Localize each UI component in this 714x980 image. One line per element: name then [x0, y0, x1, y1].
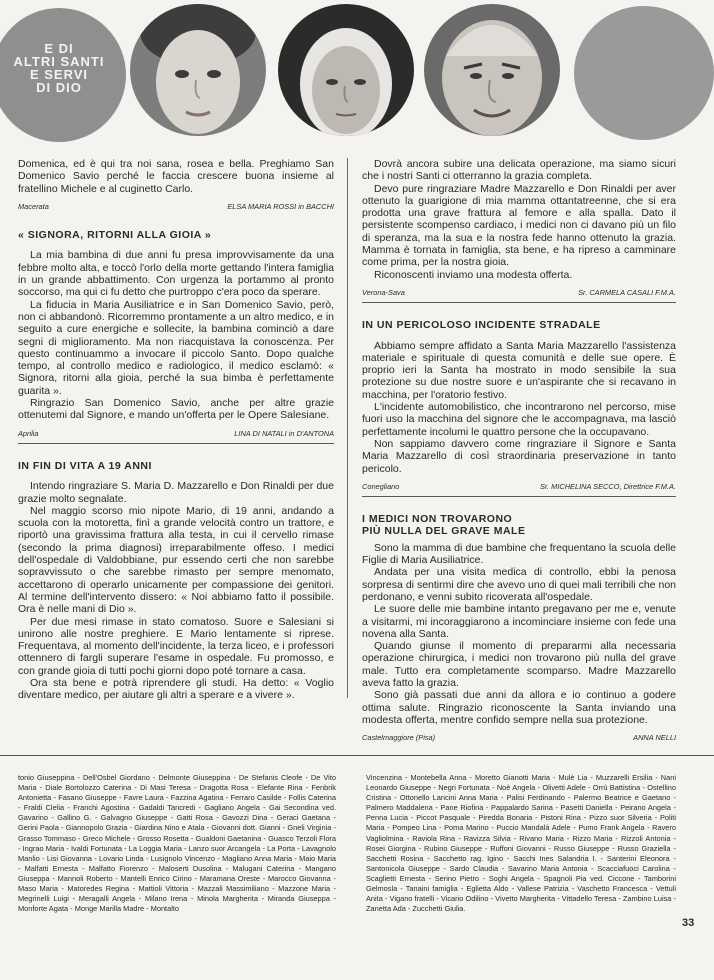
- divider: [18, 443, 334, 444]
- article-paragraph: La mia bambina di due anni fu presa improvvisamente da una febbre molto alta, e toccò l'orlo della morte gettando l'intera famiglia in un grande abbattimento. Con urgenza la portammo al pronto soccorso, ma qui ci fu detto che purtroppo c'era poco da sperare.: [18, 249, 334, 299]
- article-paragraph: Quando giunse il momento di prepararmi alla necessaria operazione chirurgica, i medici non trovarono più nulla del grave male. Tutto era completamente scomparso. Madre Mazzarello aveva fatto la grazia.: [362, 640, 676, 689]
- article-heading: IN FIN DI VITA A 19 ANNI: [18, 459, 152, 472]
- intro-paragraph: Riconoscenti inviamo una modesta offerta.: [374, 268, 573, 281]
- signature-name: Sr. MICHELINA SECCO, Direttrice F.M.A.: [539, 481, 676, 491]
- divider: [362, 302, 676, 303]
- title-line: DI DIO: [36, 80, 82, 95]
- page-header: [0, 0, 714, 140]
- signature: [362, 732, 676, 744]
- portrait-boy-photo: [130, 4, 266, 136]
- signature: [18, 201, 334, 213]
- signature-name: LINA DI NATALI in D'ANTONA: [234, 428, 334, 438]
- article-paragraph: Non sappiamo davvero come ringraziare il Signore e Santa Maria Mazzarello di così straordinaria preservazione in tanto pericolo.: [362, 437, 676, 475]
- signature: [18, 428, 334, 440]
- signature-name: ELSA MARIA ROSSI in BACCHI: [227, 201, 334, 211]
- portrait-priest-photo: [424, 4, 560, 136]
- signature-name: ANNA NELLI: [633, 733, 676, 743]
- signature-place: Conegliano: [362, 481, 400, 491]
- column-divider: [347, 158, 348, 698]
- intro-paragraph: Dovrà ancora subire una delicata operazione, ma siamo sicuri che i nostri Santi ci otterranno la grazia completa.: [362, 158, 676, 183]
- article-paragraph: Sono già passati due anni da allora e io continuo a godere ottima salute. Ringrazio riconoscente la Santa inviando una modesta offerta, mentre confido sempre nella sua protezione.: [362, 689, 676, 726]
- article-heading: [362, 513, 676, 538]
- intro-paragraph: Devo pure ringraziare Madre Mazzarello e Don Rinaldi per aver ottenuto la guarigione di mia mamma ottantatreenne, che si era prodotta una grave frattura al femore e alla spalla. Dato il persistente scompenso cardiaco, i medici non ci davano più un filo di speranza, ma la sua e la nostra fede hanno ottenuto la grazia. Mamma è tornata in famiglia, sta bene, e ha ripreso a camminare come prima, per la nostra gioia.: [362, 182, 676, 269]
- article-heading: « SIGNORA, RITORNI ALLA GIOIA »: [18, 229, 212, 242]
- article-paragraph: La fiducia in Maria Ausiliatrice e in San Domenico Savio, però, non ci abbandonò. Ricorremmo prontamente a un altro medico, e in seguito a cure energiche e sollecite, la bambina cominciò a dare segni di miglioramento. Ma non riacquistava la conoscenza. Per questo continuammo a invocare il piccolo Santo. Dopo qualche tempo, al controllo medico e radiologico, il medico esclamò: « Signora, ritorni alla gioia, perché la sua bimba è perfettamente guarita ».: [18, 298, 334, 397]
- article-heading: IN UN PERICOLOSO INCIDENTE STRADALE: [362, 319, 601, 332]
- names-list-left: tonio Giuseppina - Dell'Osbel Giordano - Delmonte Giuseppina - De Stefanis Cleofe - De Vito Maria - Diale Bortolozzo Caterina - Di Masi Teresa - Dragotta Rosa - Elefante Rina - Fenbrik Antonietta - Fasano Giuseppe - Favre Laura - Fazzina Agatina - Ferraro Casilde - Follis Caterina - Fraldi Clelia - Franchi Agostina - Gadaldi Tancredi - Gagliano Angela - Gai Secondina ved. Gavarino - Gallino G. - Galvagno Giuseppe - Gatti Rosa - Gavozzi Dina - Geraci Gaetana - Gerini Paola - Giannopolo Grazia - Giardina Nino e Atala - Giovanni dott. Gianni - Gneli Virginia - Grasso Tommaso - Greco Michele - Grosso Rosetta - Gualdoni Gaetanina - Guasco Terzoli Flora - Ingrao Maria - Ivaldi Fortunata - La Loggia Maria - Lanzo suor Arcangela - La Porta - Lavagnolo Manlio - Lisi Giovanna - Lovario Linda - Lusignolo Vincenzo - Magliano Anna Maria - Maio Maria - Malfatti Ernesta - Malfatto Fiorenzo - Maloserti Dusolina - Malugani Caterina - Mangano Giuseppa - Mannoli Roberto - Mantelli Enrico Cirino - Maramana Oreste - Marocco Giovanna - Maso Maria - Matoredes Regina - Mattioli Vittoria - Mazzali Massimiliano - Mazzone Maria - Megrinelli Luigi - Meragalli Angela - Milano Irena - Minola Margherita - Miranda Giuseppa - Monforte Agata - Monge Marilla Madre - Montalto: [18, 773, 336, 914]
- signature: [362, 481, 676, 493]
- title-line: E DI: [44, 41, 74, 56]
- section-title-circle: [0, 8, 126, 142]
- article-paragraph: L'incidente automobilistico, che incontrarono nel percorso, mise fuori uso la macchina del signore che le accompagnava, ma lasciò perfettamente incolumi le quattro persone che la occupavano.: [362, 401, 676, 438]
- signature-name: Sr. CARMELA CASALI F.M.A.: [578, 287, 676, 297]
- article-paragraph: Ora sta bene e potrà riprendere gli studi. Ha detto: « Voglio diventare medico, per aiutare gli altri a sperare e a vivere ».: [18, 676, 334, 702]
- heading-line: I MEDICI NON TROVARONO: [362, 513, 513, 526]
- heading-line: PIÙ NULLA DEL GRAVE MALE: [362, 525, 526, 538]
- article-paragraph: Intendo ringraziare S. Maria D. Mazzarello e Don Rinaldi per due grazie molto segnalate.: [18, 480, 334, 505]
- signature-place: Aprilia: [18, 428, 39, 438]
- right-column: [362, 158, 676, 744]
- signature-place: Macerata: [18, 201, 49, 211]
- signature: [362, 287, 676, 299]
- title-line: ALTRI SANTI: [13, 54, 105, 69]
- left-column: [18, 158, 334, 702]
- signature-place: Verona-Sava: [362, 287, 405, 297]
- page-number: 33: [682, 917, 695, 929]
- article-paragraph: Andata per una visita medica di controllo, ebbi la penosa sorpresa di sentirmi dire che avevo uno di quei mali terribili che non perdonano, e venni subito ricoverata all'ospedale.: [362, 566, 676, 603]
- article-paragraph: Nel maggio scorso mio nipote Mario, di 19 anni, andando a scuola con la motoretta, finì a grande velocità contro un trattore, e riportò una gravissima frattura alla testa, in cui il cervello rimase (secondo la prima diagnosi) irreparabilmente offeso. I medici dell'ospedale di Valdobbiane, pur essendo certi che non sarebbe sopravvissuto o che sarebbe rimasto per sempre menomato, accettarono di operarlo unicamente per compassione dei genitori. Al termine dell'intervento dissero: « Noi abbiamo fatto il possibile. Ora è nelle mani di Dio ».: [18, 504, 334, 616]
- names-list-right: Vincenzina - Montebella Anna - Moretto Gianotti Maria - Mulè Lia - Muzzarelli Ersilia - Nani Leonardo Giuseppe - Negri Fortunata - Noè Angela - Olivetti Adele - Orrù Battistina - Ostellino Cristina - Ottonello Lancini Anna Maria - Palisi Ferdinando - Palermo Beatrice e Gaetano - Palmero Maddalena - Pane Riofina - Pappalardo Sarina - Pasetti Daniella - Peirano Angela - Penna Lucia - Piccot Pasquale - Piredda Bonaria - Pistoni Rina - Pizzo suor Silveria - Politi Maria - Pompeo Lina - Poma Marino - Puccio Mandalà Adele - Pumo Frank Angela - Ravero Vagliolmina - Raviola Rina - Ravizza Silvia - Rivano Maria - Rizzo Maria - Rizzoli Antonia - Rosei Giorgina - Rubino Giuseppe - Ruffoni Giovanni - Russo Giuseppe - Russo Graziella - Sacchetti Rosina - Sacchetto rag. Igino - Sacchi Ines Salandria I. - Santerini Eleonora - Santonicola Giuseppe - Sardo Claudia - Savarino Maria Antonia - Scacciafuoci Carolina - Scaglietti Ernesta - Serino Pietro - Soghi Angela - Spagnoli Pia ved. Ciccone - Tamborini Gelmosla - Tanaini famiglia - Eglietta Aldo - Vallese Patrizia - Vaschetto Francesca - Vettuli Anita - Vigano fratelli - Vicario Odilino - Vivetto Margherita - Vittadello Teresa - Zambino Luisa - Zanetta Ada - Zucchetti Giulia.: [366, 773, 676, 914]
- article-paragraph: Per due mesi rimase in stato comatoso. Suore e Salesiani si unirono alle nostre preghiere. E Mario lentamente si riprese. Frequentava, al momento dell'incidente, la terza liceo, e i professori ottennero di fargli superare l'esame in ospedale. Fu promosso, e con grande gioia di tutti pochi giorni dopo poté tornare a casa.: [18, 615, 334, 677]
- names-separator: [0, 755, 714, 756]
- intro-paragraph: Domenica, ed è qui tra noi sana, rosea e bella. Preghiamo San Domenico Savio perché le faccia crescere buona insieme al fratellino Michele e al cuginetto Carlo.: [18, 158, 334, 195]
- title-line: E SERVI: [29, 67, 89, 82]
- divider: [362, 496, 676, 497]
- article-paragraph: Ringrazio San Domenico Savio, anche per altre grazie ottenutemi dal Signore, e mando un'offerta per le Opere Salesiane.: [18, 397, 334, 422]
- decorative-circle: [574, 6, 714, 140]
- portrait-nun-photo: [278, 4, 414, 136]
- article-paragraph: Sono la mamma di due bambine che frequentano la scuola delle Figlie di Maria Ausiliatrice.: [362, 541, 676, 567]
- signature-place: Castelmaggiore (Pisa): [362, 733, 436, 743]
- article-paragraph: Abbiamo sempre affidato a Santa Maria Mazzarello l'assistenza materiale e spirituale di questa comunità e delle sue opere. È proprio ieri la Santa ha mostrato in modo sensibile la sua protezione su due nostre suore e un'aspirante che si recavano in macchina, per l'oratorio festivo.: [362, 339, 676, 401]
- article-paragraph: Le suore delle mie bambine intanto pregavano per me e, venute a visitarmi, mi incoraggiarono a incominciare insieme con fede una novena alla Santa.: [362, 603, 676, 640]
